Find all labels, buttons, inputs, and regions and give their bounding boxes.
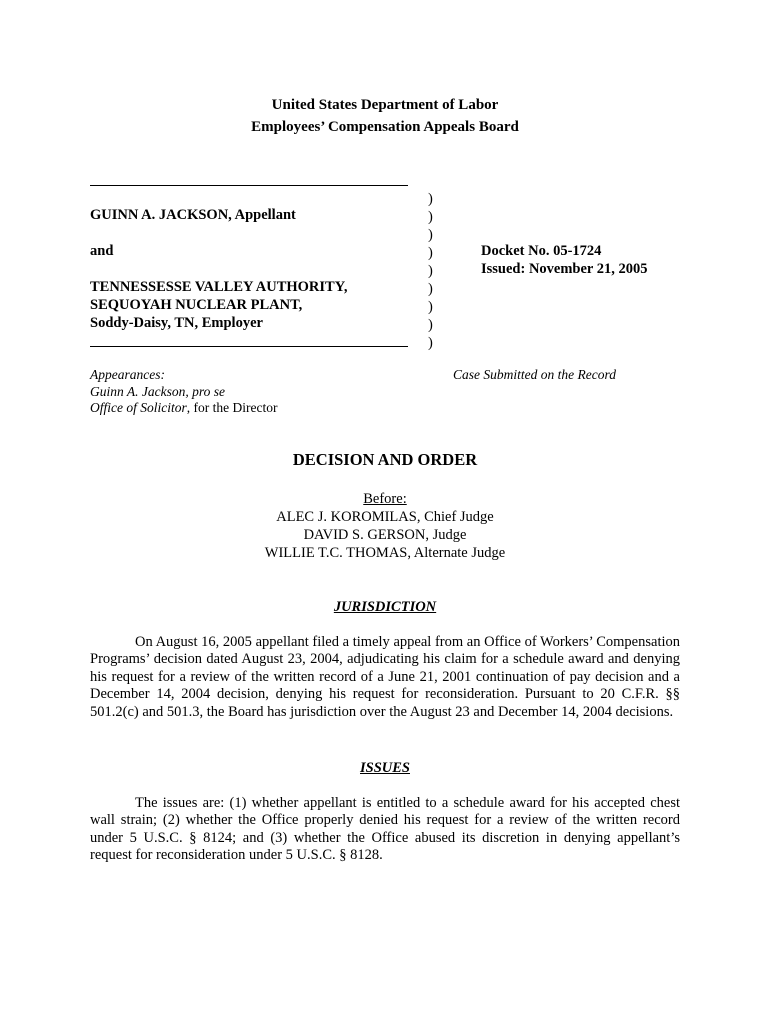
- docket-number: Docket No. 05-1724: [481, 243, 602, 259]
- appearances-label: Appearances:: [90, 367, 165, 382]
- employer-line-1: TENNESSESSE VALLEY AUTHORITY,: [90, 279, 348, 295]
- caption-paren: ): [428, 191, 433, 207]
- caption-paren: ): [428, 245, 433, 261]
- caption-paren: ): [428, 281, 433, 297]
- jurisdiction-text: On August 16, 2005 appellant filed a timely appeal from an Office of Workers’ Compensation Programs’ decision dated August 23, 2004, adjudicating his claim for a schedule award and denying his request for a review of the written record of a June 21, 2001 continuation of pay decision and a December 14, 2004 decision, denying his request for reconsideration. Pursuant to 20 C.F.R. §§ 501.2(c) and 501.3, the Board has jurisdiction over the August 23 and December 14, 2004 decisions.: [90, 634, 680, 720]
- appearance-director: [90, 400, 277, 417]
- issues-paragraph: [90, 795, 680, 865]
- and-connector: and: [90, 243, 114, 259]
- jurisdiction-heading: JURISDICTION: [333, 599, 437, 615]
- board-name: Employees’ Compensation Appeals Board: [251, 119, 519, 135]
- appearances-block: [90, 367, 277, 417]
- decision-title: DECISION AND ORDER: [292, 450, 478, 469]
- jurisdiction-paragraph: [90, 634, 680, 721]
- issued-date: Issued: November 21, 2005: [481, 261, 648, 277]
- caption-paren: ): [428, 263, 433, 279]
- caption-paren-column: [428, 190, 433, 352]
- appearance-appellant: Guinn A. Jackson, pro se: [90, 383, 225, 399]
- issues-text: The issues are: (1) whether appellant is entitled to a schedule award for his accepted chest wall strain; (2) whether the Office properly denied his request for a review of the written record under 5 U.S.C. § 8124; and (3) whether the Office abused its discretion in denying appellant’s request for reconsideration under 5 U.S.C. § 8128.: [90, 795, 680, 864]
- appellant-name: GUINN A. JACKSON, Appellant: [90, 207, 296, 223]
- employer-line-3: Soddy-Daisy, TN, Employer: [90, 315, 263, 331]
- caption-paren: ): [428, 227, 433, 243]
- judge-name: DAVID S. GERSON, Judge: [303, 527, 467, 543]
- appearance-director-office: Office of Solicitor: [90, 400, 187, 415]
- issues-heading: ISSUES: [360, 760, 410, 776]
- appearance-director-role: , for the Director: [186, 400, 278, 415]
- case-submitted-note: Case Submitted on the Record: [453, 367, 616, 382]
- employer-line-2: SEQUOYAH NUCLEAR PLANT,: [90, 297, 303, 313]
- before-label: Before:: [363, 491, 407, 507]
- caption-top-rule: [90, 185, 408, 186]
- caption-paren: ): [428, 209, 433, 225]
- agency-name: United States Department of Labor: [271, 97, 499, 113]
- caption-paren: ): [428, 335, 433, 351]
- caption-paren: ): [428, 299, 433, 315]
- caption-bottom-rule: [90, 346, 408, 347]
- judge-name: ALEC J. KOROMILAS, Chief Judge: [276, 509, 494, 525]
- judge-name: WILLIE T.C. THOMAS, Alternate Judge: [264, 545, 506, 561]
- caption-paren: ): [428, 317, 433, 333]
